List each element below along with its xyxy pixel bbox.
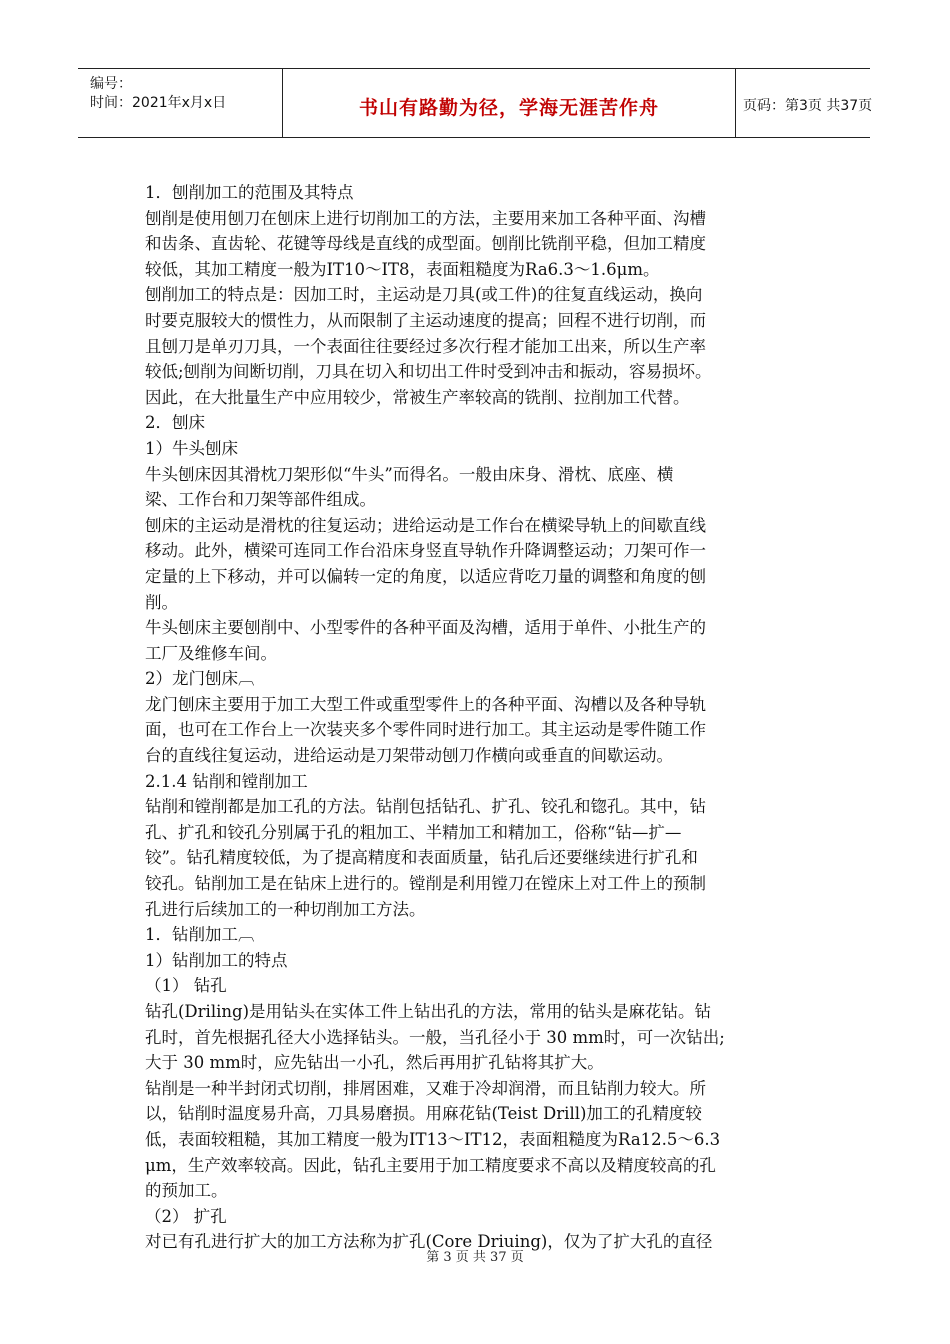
body-text-line: 刨床的主运动是滑枕的往复运动；进给运动是工作台在横梁导轨上的间歇直线	[145, 515, 706, 535]
body-text-line: 的预加工。	[145, 1181, 228, 1201]
body-text-line: 钻削是一种半封闭式切削，排屑困难，又难于冷却润滑，而且钻削力较大。所	[145, 1078, 706, 1098]
body-text-line: 时要克服较大的惯性力，从而限制了主运动速度的提高；回程不进行切削，而	[145, 310, 706, 330]
header-meta	[78, 69, 282, 137]
document-time-label: 时间：2021年x月x日	[90, 95, 227, 111]
header-page-cell	[735, 69, 873, 137]
body-text-line: 孔、扩孔和铰孔分别属于孔的粗加工、半精加工和精加工，俗称“钻—扩—	[145, 822, 682, 842]
body-text-line: （1） 钻孔	[145, 976, 227, 996]
body-text-line: 1．钻削加工︹	[145, 925, 255, 945]
header-motto-cell	[282, 69, 736, 137]
body-text-line: 龙门刨床主要用于加工大型工件或重型零件上的各种平面、沟槽以及各种导轨	[145, 694, 706, 714]
body-text-line: 牛头刨床主要刨削中、小型零件的各种平面及沟槽，适用于单件、小批生产的	[145, 618, 706, 638]
body-text-line: 低，表面较粗糙，其加工精度一般为IT13～IT12，表面粗糙度为Ra12.5～6.3	[145, 1129, 721, 1149]
body-text-line: 钻孔(Driling)是用钻头在实体工件上钻出孔的方法，常用的钻头是麻花钻。钻	[145, 1002, 712, 1021]
page-footer: 第 3 页 共 37 页	[426, 1250, 524, 1265]
body-text-line: 孔进行后续加工的一种切削加工方法。	[145, 899, 426, 919]
document-body	[145, 180, 805, 1255]
body-text-line: 因此，在大批量生产中应用较少，常被生产率较高的铣削、拉削加工代替。	[145, 387, 690, 407]
body-text-line: 铰”。钻孔精度较低，为了提高精度和表面质量，钻孔后还要继续进行扩孔和	[145, 848, 698, 868]
body-text-line: 孔时，首先根据孔径大小选择钻头。一般，当孔径小于 30 mm时，可一次钻出;	[145, 1027, 725, 1047]
body-text-line: 1）钻削加工的特点	[145, 950, 288, 970]
body-text-line: 2．刨床	[145, 413, 205, 433]
body-text-line: 刨削是使用刨刀在刨床上进行切削加工的方法，主要用来加工各种平面、沟槽	[145, 208, 706, 228]
body-text-line: 铰孔。钻削加工是在钻床上进行的。镗削是利用镗刀在镗床上对工件上的预制	[145, 874, 706, 894]
header-page-info: 页码：第3页 共37页	[743, 98, 873, 114]
header-motto: 书山有路勤为径，学海无涯苦作舟	[358, 97, 659, 119]
body-text-line: （2） 扩孔	[145, 1206, 227, 1226]
body-text-line: 且刨刀是单刃刀具，一个表面往往要经过多次行程才能加工出来，所以生产率	[145, 336, 706, 356]
body-text-line: 移动。此外，横梁可连同工作台沿床身竖直导轨作升降调整运动；刀架可作一	[145, 541, 706, 561]
body-text-line: 台的直线往复运动，进给运动是刀架带动刨刀作横向或垂直的间歇运动。	[145, 746, 673, 766]
body-text-line: 和齿条、直齿轮、花键等母线是直线的成型面。刨削比铣削平稳，但加工精度	[145, 234, 706, 254]
body-text-line: 1．刨削加工的范围及其特点	[145, 183, 354, 202]
document-number-label: 编号：	[90, 76, 132, 92]
body-text-line: μm，生产效率较高。因此，钻孔主要用于加工精度要求不高以及精度较高的孔	[145, 1155, 716, 1175]
body-text-line: 梁、工作台和刀架等部件组成。	[145, 490, 376, 510]
body-text-line: 2.1.4 钻削和镗削加工	[145, 771, 308, 791]
body-text-line: 以，钻削时温度易升高，刀具易磨损。用麻花钻(Teist Drill)加工的孔精度较	[145, 1104, 702, 1124]
body-text-line: 大于 30 mm时，应先钻出一小孔，然后再用扩孔钻将其扩大。	[145, 1053, 604, 1073]
body-text-line: 较低，其加工精度一般为IT10～IT8，表面粗糙度为Ra6.3～1.6μm。	[145, 259, 660, 279]
body-text-line: 工厂及维修车间。	[145, 643, 277, 663]
body-text-line: 对已有孔进行扩大的加工方法称为扩孔(Core Driuing)，仅为了扩大孔的直径	[145, 1232, 713, 1252]
body-text-line: 面，也可在工作台上一次装夹多个零件同时进行加工。其主运动是零件随工作	[145, 720, 706, 740]
body-text-line: 较低;刨削为间断切削，刀具在切入和切出工件时受到冲击和振动，容易损坏。	[145, 362, 712, 382]
body-text-line: 牛头刨床因其滑枕刀架形似“牛头”而得名。一般由床身、滑枕、底座、横	[145, 464, 674, 484]
page-header	[78, 68, 873, 138]
body-text-line: 削。	[145, 592, 178, 612]
body-text-line: 刨削加工的特点是：因加工时，主运动是刀具(或工件)的往复直线运动，换向	[145, 285, 703, 305]
body-text-line: 2）龙门刨床︹	[145, 669, 255, 689]
body-text-line: 1）牛头刨床	[145, 438, 238, 458]
body-text-line: 定量的上下移动，并可以偏转一定的角度，以适应背吃刀量的调整和角度的刨	[145, 566, 706, 586]
body-text-line: 钻削和镗削都是加工孔的方法。钻削包括钻孔、扩孔、铰孔和锪孔。其中，钻	[145, 797, 706, 817]
